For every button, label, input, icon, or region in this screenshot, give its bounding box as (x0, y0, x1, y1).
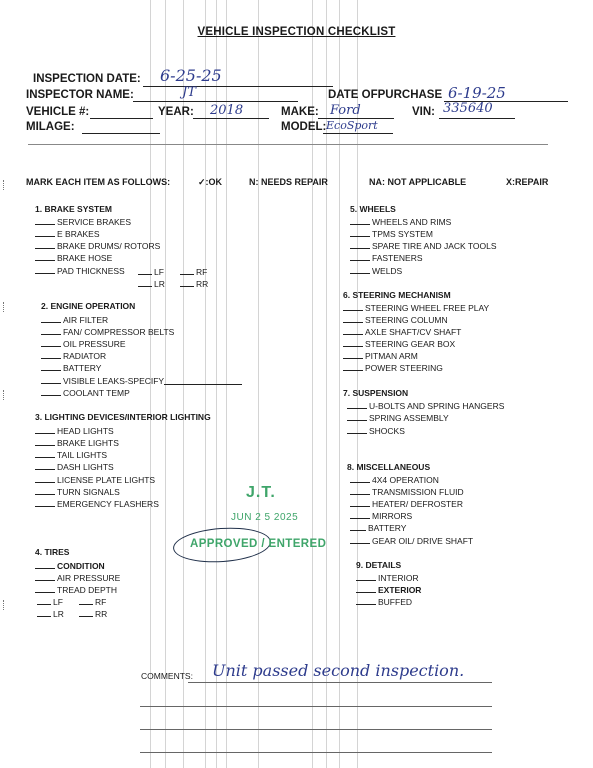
checklist-item[interactable]: BUFFED (356, 596, 412, 607)
milage-line (82, 133, 160, 134)
checklist-item[interactable]: STEERING COLUMN (343, 314, 448, 325)
inspector-name-value[interactable]: JT (182, 85, 196, 100)
margin-mark (3, 600, 8, 610)
checklist-item[interactable]: EMERGENCY FLASHERS (35, 498, 159, 509)
checklist-item[interactable]: TREAD DEPTH (35, 584, 117, 595)
make-label: MAKE: (281, 106, 319, 118)
checklist-item[interactable]: COOLANT TEMP (41, 387, 130, 398)
checklist-item[interactable]: SPRING ASSEMBLY (347, 412, 449, 423)
checklist-item[interactable]: SHOCKS (347, 425, 405, 436)
checklist-item[interactable]: E BRAKES (35, 228, 100, 239)
checklist-item[interactable]: GEAR OIL/ DRIVE SHAFT (350, 535, 473, 546)
year-label: YEAR: (158, 106, 194, 118)
checklist-item[interactable]: BATTERY (350, 522, 406, 533)
stamp-status: APPROVED / ENTERED (190, 538, 327, 550)
section-title-details: 9. DETAILS (356, 560, 402, 570)
milage-label: MILAGE: (26, 121, 75, 133)
checklist-item[interactable]: BRAKE LIGHTS (35, 437, 119, 448)
checklist-item[interactable]: POWER STEERING (343, 362, 443, 373)
legend-needs-repair: N: NEEDS REPAIR (249, 177, 328, 187)
checklist-item[interactable]: CONDITION (35, 560, 105, 571)
checklist-item[interactable]: 4X4 OPERATION (350, 474, 439, 485)
checklist-item[interactable]: MIRRORS (350, 510, 412, 521)
legend-ok: ✓:OK (198, 177, 223, 187)
section-title-misc: 8. MISCELLANEOUS (347, 462, 431, 472)
inspection-date-label: INSPECTION DATE: (33, 73, 141, 85)
checklist-item[interactable]: DASH LIGHTS (35, 461, 114, 472)
checklist-item[interactable]: RADIATOR (41, 350, 106, 361)
comment-line (188, 682, 492, 683)
scan-streak (258, 0, 259, 768)
section-title-engine: 2. ENGINE OPERATION (41, 301, 136, 311)
checklist-item[interactable]: U-BOLTS AND SPRING HANGERS (347, 400, 504, 411)
checklist-item[interactable]: SPARE TIRE AND JACK TOOLS (350, 240, 497, 251)
comments-value[interactable]: Unit passed second inspection. (212, 661, 465, 680)
brake-lf[interactable]: LF (138, 266, 164, 277)
checklist-item[interactable]: LICENSE PLATE LIGHTS (35, 474, 155, 485)
comment-line (140, 706, 492, 707)
checklist-item[interactable]: TAIL LIGHTS (35, 449, 107, 460)
section-title-lighting: 3. LIGHTING DEVICES/INTERIOR LIGHTING (35, 412, 211, 422)
checklist-item[interactable]: HEATER/ DEFROSTER (350, 498, 463, 509)
tire-rr[interactable]: RR (79, 608, 107, 619)
comment-line (140, 752, 492, 753)
checklist-item[interactable]: PAD THICKNESS (35, 265, 125, 276)
stamp-initials: J.T. (246, 484, 276, 501)
vehicle-number-label: VEHICLE #: (26, 106, 90, 118)
brake-rf[interactable]: RF (180, 266, 207, 277)
comment-line (140, 729, 492, 730)
margin-mark (3, 390, 8, 400)
checklist-item[interactable]: VISIBLE LEAKS-SPECIFY (41, 375, 164, 386)
checklist-item[interactable]: WHEELS AND RIMS (350, 216, 451, 227)
year-line (193, 118, 269, 119)
brake-rr[interactable]: RR (180, 278, 208, 289)
checklist-item[interactable]: FASTENERS (350, 252, 423, 263)
model-line (323, 133, 393, 134)
header-divider (28, 144, 548, 145)
date-of-purchase-value[interactable]: 6-19-25 (448, 84, 506, 102)
form-title: VEHICLE INSPECTION CHECKLIST (197, 26, 396, 38)
model-value[interactable]: EcoSport (326, 119, 378, 132)
legend-repair: X:REPAIR (506, 177, 549, 187)
checklist-item[interactable]: HEAD LIGHTS (35, 425, 114, 436)
scan-streak (326, 0, 327, 768)
vin-label: VIN: (412, 106, 435, 118)
checklist-item[interactable]: AXLE SHAFT/CV SHAFT (343, 326, 461, 337)
legend-instruction: MARK EACH ITEM AS FOLLOWS: (26, 177, 171, 187)
margin-mark (3, 180, 8, 190)
checklist-item[interactable]: BRAKE DRUMS/ ROTORS (35, 240, 160, 251)
model-label: MODEL: (281, 121, 327, 133)
checklist-item[interactable]: STEERING GEAR BOX (343, 338, 455, 349)
stamp-date: JUN 2 5 2025 (231, 512, 299, 523)
date-of-purchase-label: DATE OFPURCHASE (328, 89, 443, 101)
tire-lr[interactable]: LR (37, 608, 64, 619)
margin-mark (3, 302, 8, 312)
year-value[interactable]: 2018 (210, 103, 244, 118)
tire-lf[interactable]: LF (37, 596, 63, 607)
vehicle-number-line (90, 118, 153, 119)
inspector-name-label: INSPECTOR NAME: (26, 89, 134, 101)
checklist-item[interactable]: SERVICE BRAKES (35, 216, 131, 227)
section-title-brake: 1. BRAKE SYSTEM (35, 204, 112, 214)
checklist-item[interactable]: FAN/ COMPRESSOR BELTS (41, 326, 174, 337)
checklist-item[interactable]: OIL PRESSURE (41, 338, 126, 349)
checklist-item[interactable]: STEERING WHEEL FREE PLAY (343, 302, 489, 313)
checklist-item[interactable]: TPMS SYSTEM (350, 228, 433, 239)
checklist-item[interactable]: EXTERIOR (356, 584, 421, 595)
make-value[interactable]: Ford (330, 103, 361, 118)
checklist-item[interactable]: TURN SIGNALS (35, 486, 120, 497)
vin-line (439, 118, 515, 119)
section-title-suspension: 7. SUSPENSION (343, 388, 409, 398)
vin-value[interactable]: 335640 (443, 101, 493, 116)
checklist-item[interactable]: INTERIOR (356, 572, 419, 583)
inspector-name-line (133, 101, 298, 102)
checklist-item[interactable]: BRAKE HOSE (35, 252, 112, 263)
leaks-specify-line (164, 384, 242, 385)
inspection-date-line (143, 86, 333, 87)
checklist-item[interactable]: WELDS (350, 265, 402, 276)
checklist-item[interactable]: PITMAN ARM (343, 350, 418, 361)
comments-label: COMMENTS: (141, 671, 193, 681)
brake-lr[interactable]: LR (138, 278, 165, 289)
inspection-date-value[interactable]: 6-25-25 (160, 66, 222, 85)
section-title-steering: 6. STEERING MECHANISM (343, 290, 451, 300)
checklist-item[interactable]: AIR FILTER (41, 314, 108, 325)
legend-not-applicable: NA: NOT APPLICABLE (369, 177, 467, 187)
section-title-tires: 4. TIRES (35, 547, 70, 557)
checklist-item[interactable]: TRANSMISSION FLUID (350, 486, 464, 497)
checklist-item[interactable]: AIR PRESSURE (35, 572, 120, 583)
checklist-item[interactable]: BATTERY (41, 362, 101, 373)
section-title-wheels: 5. WHEELS (350, 204, 396, 214)
tire-rf[interactable]: RF (79, 596, 106, 607)
